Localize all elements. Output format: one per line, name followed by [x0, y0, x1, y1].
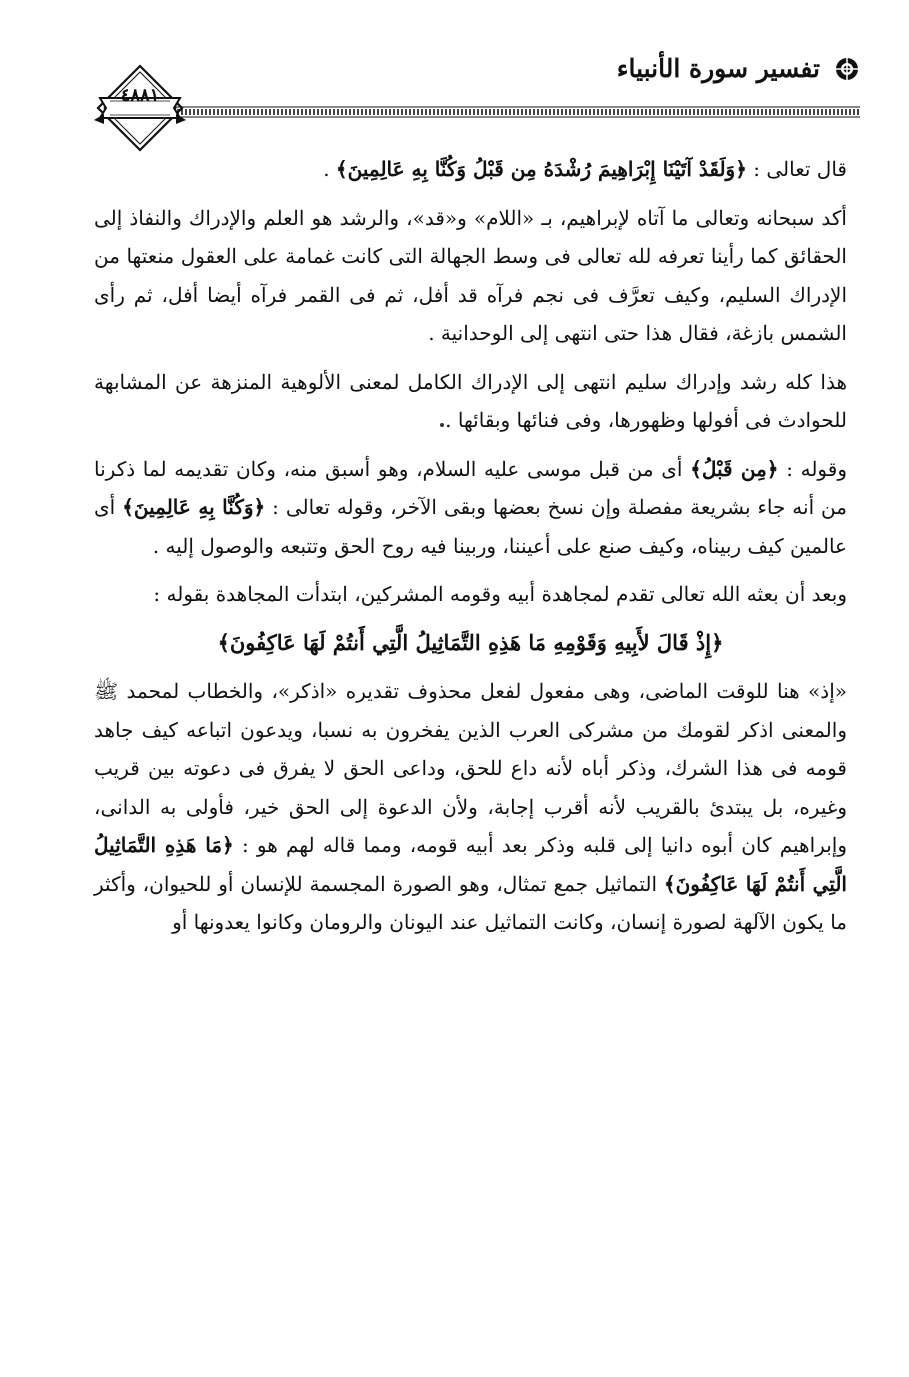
- paragraph: [94, 450, 847, 566]
- quran-verse: ﴿مِن قَبْلُ﴾: [690, 456, 779, 481]
- text-segment: هذا كله رشد وإدراك سليم انتهى إلى الإدراك الكامل لمعنى الألوهية المنزهة عن المشابهة للحوادث فى أفولها وظهورها، وفى فنائها وبقائها .: [94, 369, 847, 432]
- flower-ornament-icon: [834, 56, 860, 82]
- paragraph: [94, 575, 847, 614]
- quran-verse: ﴿إِذْ قَالَ لأَبِيهِ وَقَوْمِهِ مَا هَذِهِ التَّمَاثِيلُ الَّتِي أَنتُمْ لَهَا عَاكِفُونَ﴾: [217, 629, 724, 655]
- stray-mark: [440, 423, 444, 427]
- paragraph: [94, 672, 847, 942]
- text-segment: وقوله :: [778, 456, 847, 481]
- page-header: [70, 38, 860, 158]
- quran-verse: ﴿وَلَقَدْ آتَيْنَا إِبْرَاهِيمَ رُشْدَهُ مِن قَبْلُ وَكُنَّا بِهِ عَالِمِينَ﴾: [335, 157, 747, 181]
- text-segment: أى من قبل موسى عليه السلام، وهو أسبق منه، وكان تقديمه لما ذكرنا من أنه جاء بشريعة مفصلة وإن نسخ بعضها وبقى الآخر، وقوله تعالى :: [94, 456, 847, 519]
- quran-verse: ﴿وَكُنَّا بِهِ عَالِمِينَ﴾: [122, 495, 266, 519]
- text-segment: قال تعالى :: [746, 157, 847, 181]
- quran-verse: ﴿مَا هَذِهِ التَّمَاثِيلُ الَّتِي أَنتُمْ لَهَا عَاكِفُونَ﴾: [94, 833, 847, 896]
- running-title: تفسير سورة الأنبياء: [616, 54, 820, 83]
- paragraph: [94, 363, 847, 440]
- page-number: ٤٨٨١: [120, 85, 160, 106]
- text-segment: أى عالمين كيف ربيناه، وكيف صنع على أعيننا، وربينا فيه روح الحق وتتبعه والوصول إليه .: [94, 495, 847, 558]
- text-segment: التماثيل جمع تمثال، وهو الصورة المجسمة للإنسان أو للحيوان، وأكثر ما يكون الآلهة لصورة إنسان، وكانت التماثيل عند اليونان والرومان وكانوا يعدونها أو: [94, 871, 847, 934]
- text-segment: «إذ» هنا للوقت الماضى، وهى مفعول لفعل محذوف تقديره «اذكر»، والخطاب لمحمد ﷺ والمعنى اذكر لقومك من مشركى العرب الذين يفخرون به نسبا، ويدعون اتباعه كيف جاهد قومه فى هذا الشرك، وذكر أباه لأنه داع للحق، وداعى الحق لا يفرق فى دعوته بين قريب وغيره، بل يبتدئ بالقريب لأنه أقرب إجابة، ولأن الدعوة إلى الحق خير، فأولى به الدانى، وإبراهيم كان أبوه دانيا إلى قلبه وذكر بعد أبيه قومه، ومما قاله لهم هو :: [94, 679, 847, 857]
- paragraph: [94, 199, 847, 353]
- text-segment: .: [323, 157, 336, 181]
- ribbon-badge-icon: [90, 58, 190, 158]
- title-row: [617, 54, 860, 83]
- header-rule: [168, 106, 860, 118]
- paragraph: [94, 150, 847, 189]
- text-segment: أكد سبحانه وتعالى ما آتاه لإبراهيم، بـ «اللام» و«قد»، والرشد هو العلم والإدراك والنفاذ إلى الحقائق كما رأينا تعرفه لله تعالى فى وسط الجهالة التى كانت غمامة على العقول منعتها من الإدراك السليم، وكيف تعرَّف فى نجم فرآه قد أفل، ثم فى القمر فرآه أيضا أفل، ثم رأى الشمس بازغة، فقال هذا حتى انتهى إلى الوحدانية .: [94, 205, 847, 345]
- body-text: [94, 150, 847, 952]
- text-segment: وبعد أن بعثه الله تعالى تقدم لمجاهدة أبيه وقومه المشركين، ابتدأت المجاهدة بقوله :: [153, 582, 847, 606]
- verse-quote: [94, 624, 847, 663]
